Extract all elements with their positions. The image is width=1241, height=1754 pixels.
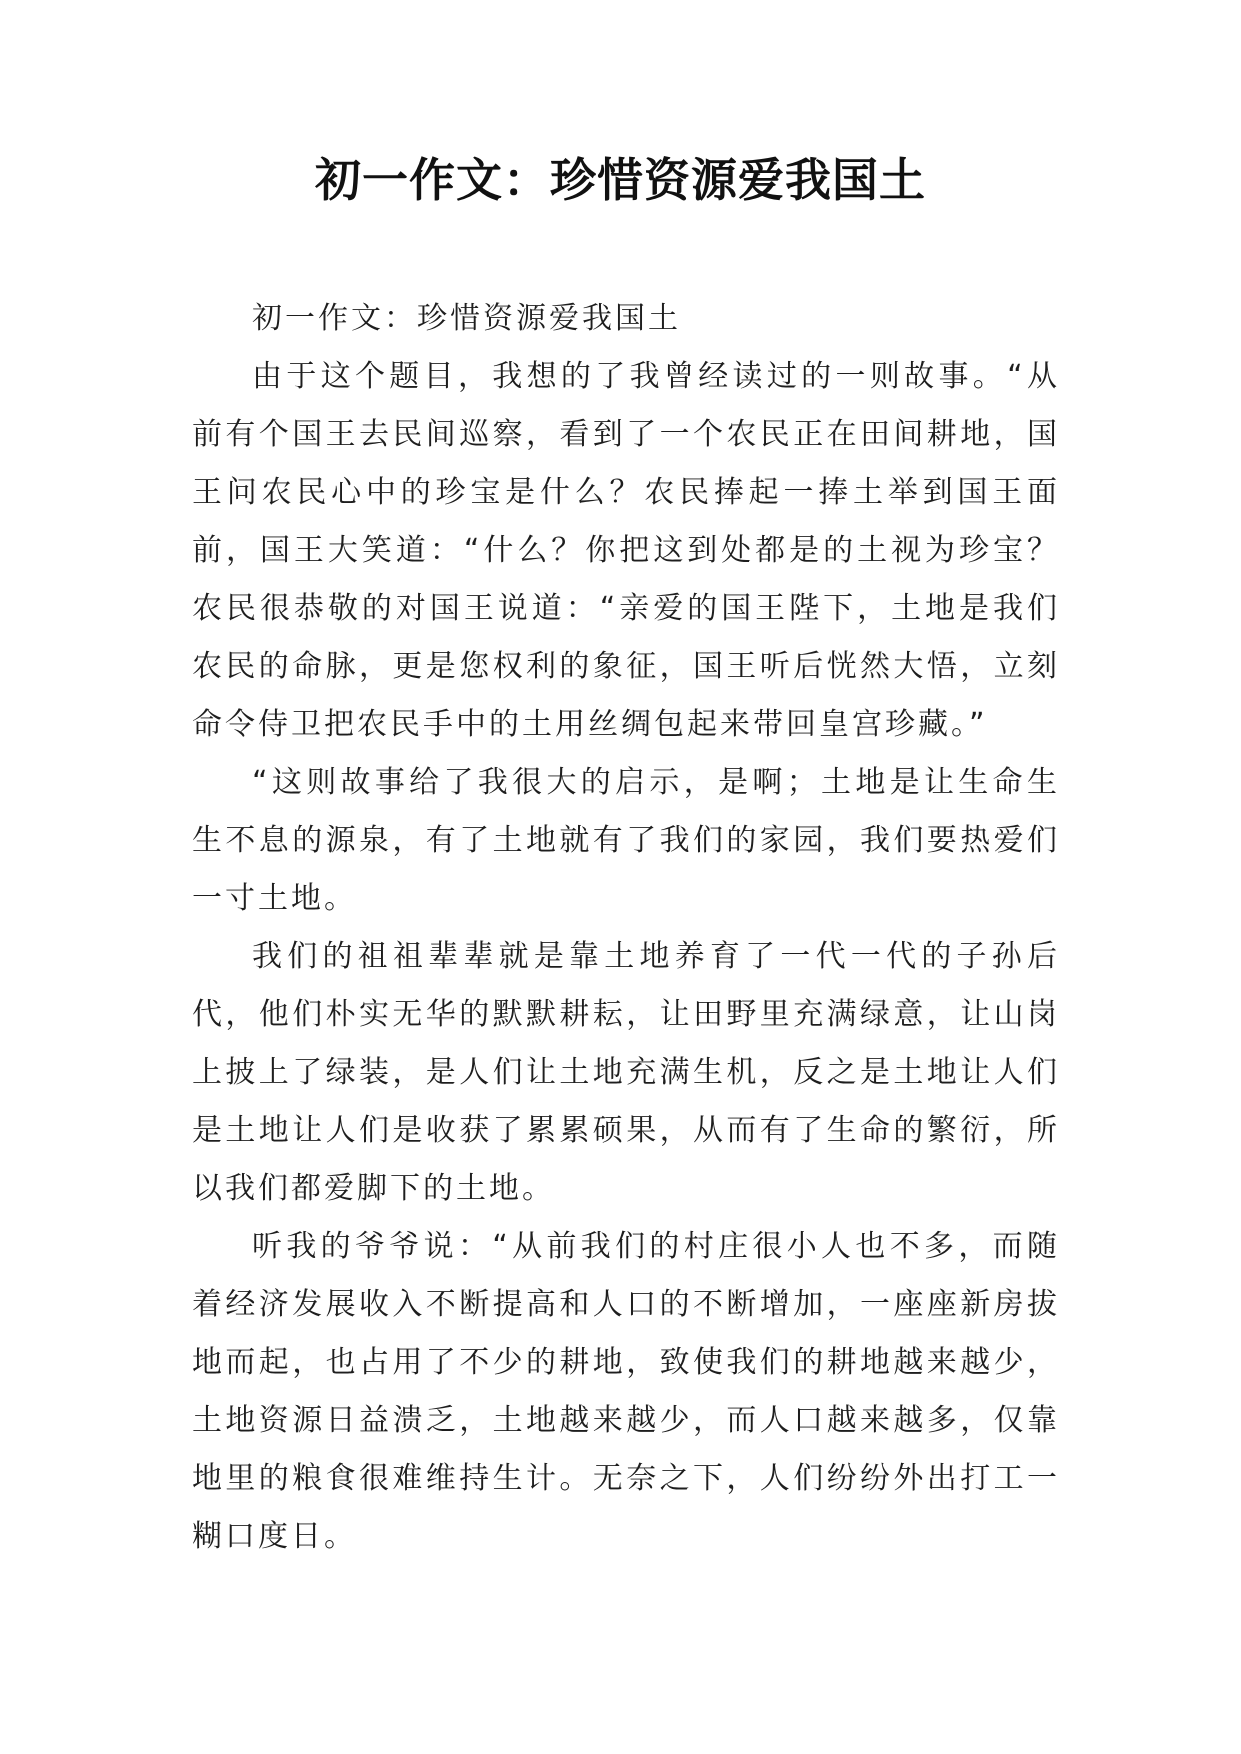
paragraph-ancestors: 我们的祖祖辈辈就是靠土地养育了一代一代的子孙后代，他们朴实无华的默默耕耘，让田野里充满绿意，让山岗上披上了绿装，是人们让土地充满生机，反之是土地让人们是土地让人们是收获了累累硕果，从而有了生命的繁衍，所以我们都爱脚下的土地。: [192, 939, 1060, 1206]
paragraph-king-story: 由于这个题目，我想的了我曾经读过的一则故事。“从前有个国王去民间巡察，看到了一个农民正在田间耕地，国王问农民心中的珍宝是什么？农民捧起一捧土举到国王面前，国王大笑道：“什么？你把这到处都是的土视为珍宝？农民很恭敬的对国王说道：“亲爱的国王陛下，土地是我们农民的命脉，更是您权利的象征，国王听后恍然大悟，立刻命令侍卫把农民手中的土用丝绸包起来带回皇宫珍藏。”: [192, 359, 1060, 742]
paragraph-inspiration: “这则故事给了我很大的启示，是啊；土地是让生命生生不息的源泉，有了土地就有了我们的家园，我们要热爱们一寸土地。: [192, 765, 1060, 916]
paragraph-grandfather: 听我的爷爷说：“从前我们的村庄很小人也不多，而随着经济发展收入不断提高和人口的不断增加，一座座新房拔地而起，也占用了不少的耕地，致使我们的耕地越来越少，土地资源日益溃乏，土地越来越少，而人口越来越多，仅靠地里的粮食很难维持生计。无奈之下，人们纷纷外出打工一糊口度日。: [192, 1229, 1060, 1554]
document-title: 初一作文：珍惜资源爱我国土: [315, 153, 926, 207]
document-body: [192, 290, 1060, 1566]
paragraph-heading-repeat: 初一作文：珍惜资源爱我国土: [252, 301, 681, 336]
